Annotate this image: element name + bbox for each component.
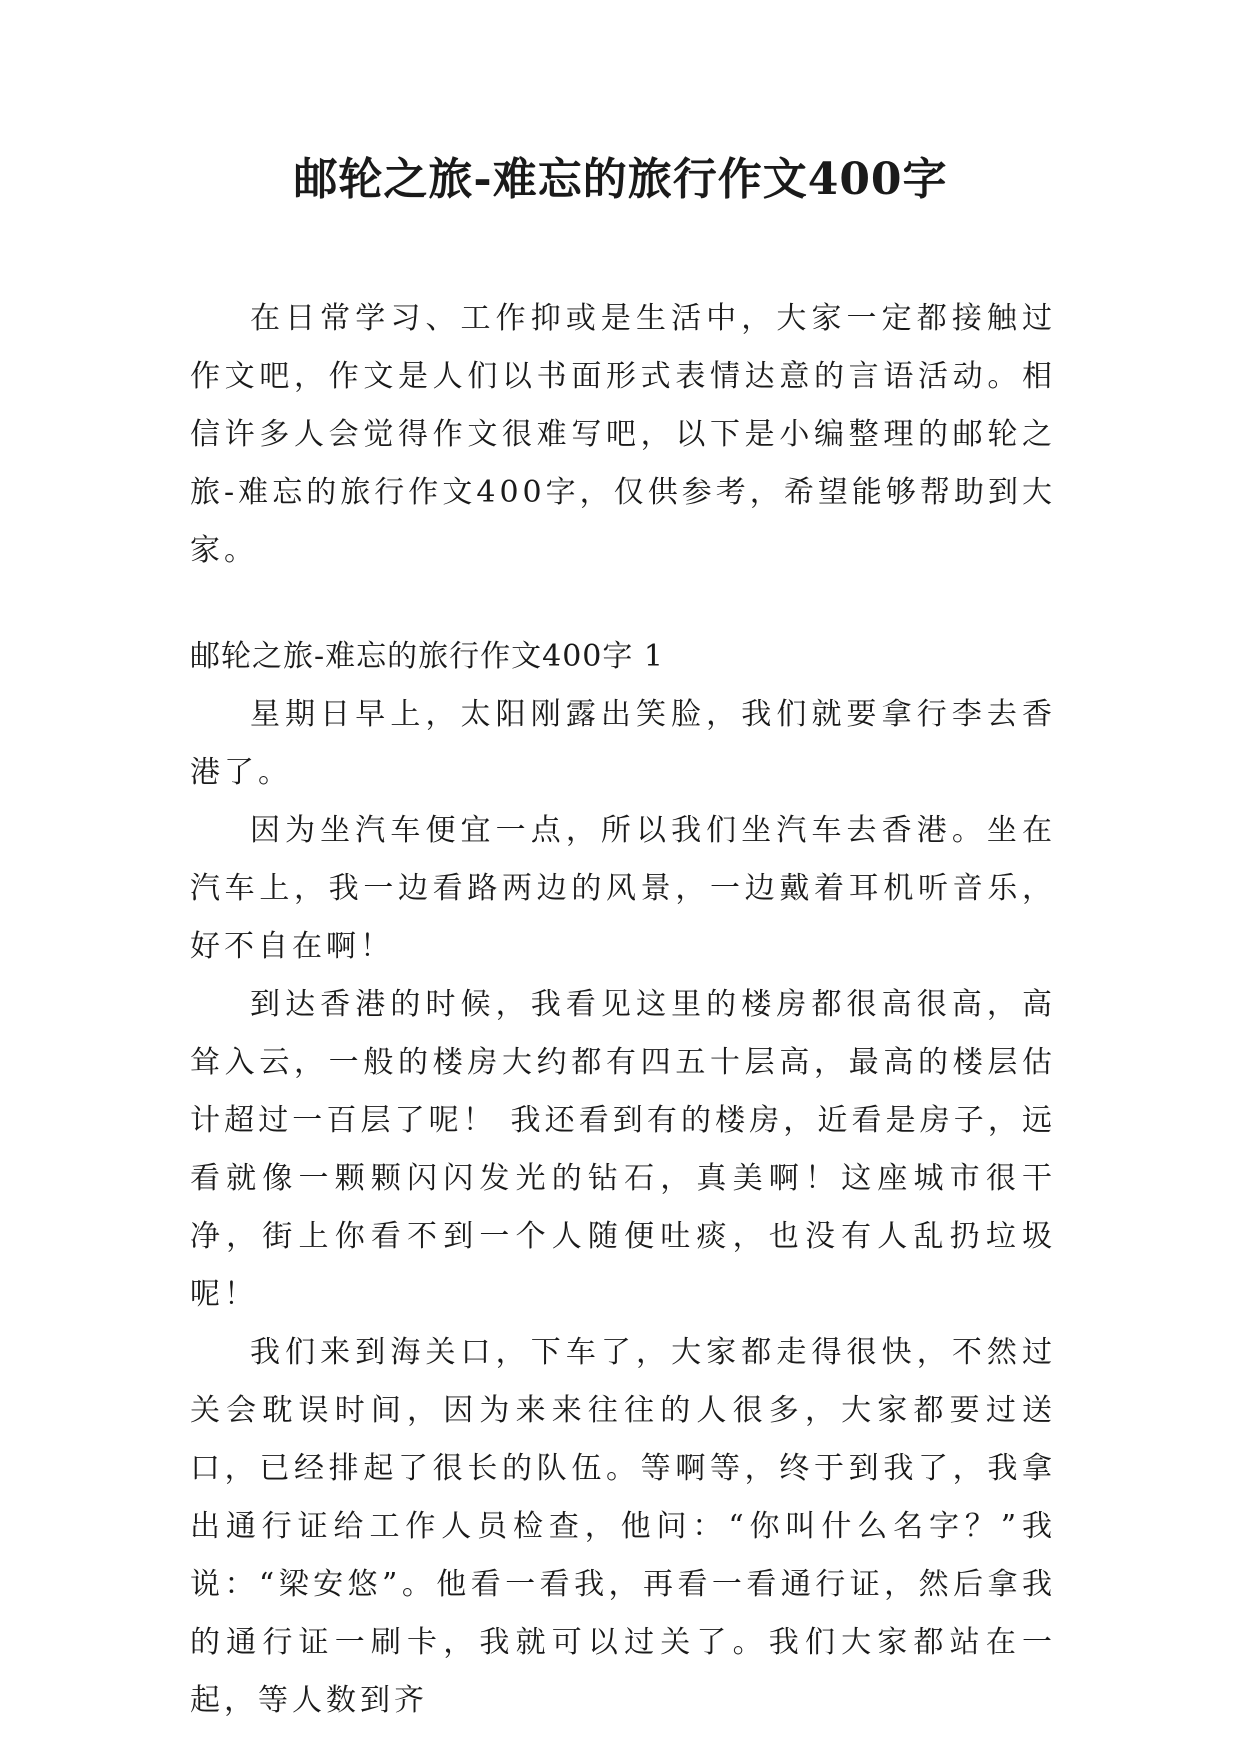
body-paragraph-1: 星期日早上，太阳刚露出笑脸，我们就要拿行李去香港了。: [190, 697, 1056, 790]
intro-paragraph: 在日常学习、工作抑或是生活中，大家一定都接触过作文吧，作文是人们以书面形式表情达意的言语活动。相信许多人会觉得作文很难写吧，以下是小编整理的邮轮之旅-难忘的旅行作文400字，仅供参考，希望能够帮助到大家。: [190, 301, 1056, 568]
body-paragraph-4: 我们来到海关口，下车了，大家都走得很快，不然过关会耽误时间，因为来来往往的人很多，大家都要过送口，已经排起了很长的队伍。等啊等，终于到我了，我拿出通行证给工作人员检查，他问：“你叫什么名字？”我说：“梁安悠”。他看一看我，再看一看通行证，然后拿我的通行证一刷卡，我就可以过关了。我们大家都站在一起，等人数到齐: [190, 1335, 1056, 1718]
body-paragraph-2: 因为坐汽车便宜一点，所以我们坐汽车去香港。坐在汽车上，我一边看路两边的风景，一边戴着耳机听音乐，好不自在啊！: [190, 813, 1056, 964]
section-heading: 邮轮之旅-难忘的旅行作文400字 1: [190, 639, 665, 674]
body-paragraph-3: 到达香港的时候，我看见这里的楼房都很高很高，高耸入云，一般的楼房大约都有四五十层高，最高的楼层估计超过一百层了呢！ 我还看到有的楼房，近看是房子，远看就像一颗颗闪闪发光的钻石，真美啊！这座城市很干净，街上你看不到一个人随便吐痰，也没有人乱扔垃圾呢！: [190, 987, 1056, 1312]
document-body: [190, 290, 1056, 1730]
document-title: 邮轮之旅-难忘的旅行作文400字: [293, 154, 948, 205]
paragraph-gap: [190, 580, 1056, 628]
